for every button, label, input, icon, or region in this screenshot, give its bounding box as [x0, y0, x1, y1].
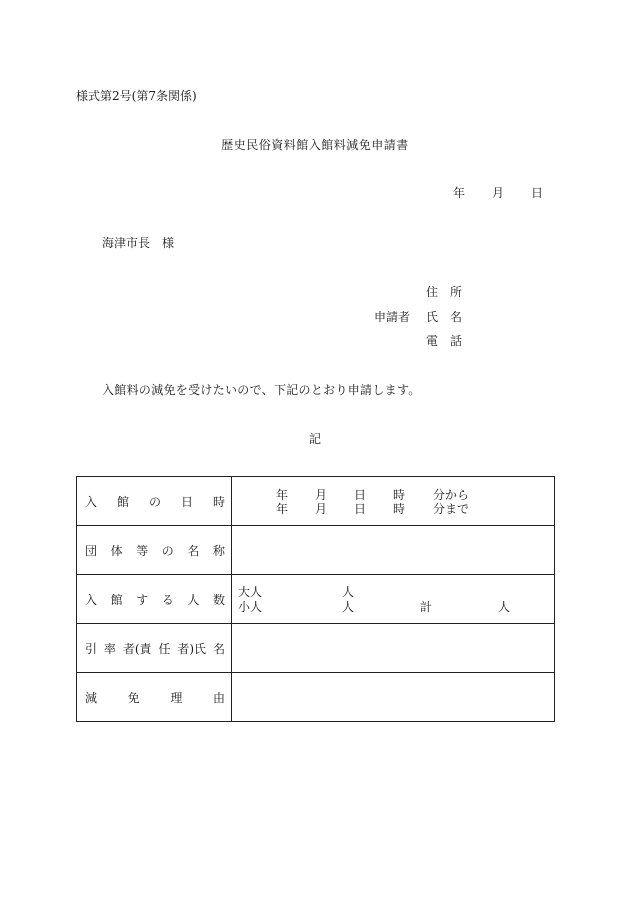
label-char: 理 — [170, 690, 183, 705]
child-label: 小人 — [238, 600, 263, 614]
row-visitor-count — [77, 575, 555, 624]
visit-datetime-field[interactable] — [232, 477, 555, 526]
ki-heading: 記 — [308, 432, 321, 446]
label-char: 日 — [180, 494, 193, 509]
label-char: 称 — [212, 543, 225, 558]
from-year: 年 — [276, 488, 289, 502]
visit-datetime-label — [77, 477, 232, 526]
label-char: 団 — [85, 543, 98, 558]
to-day: 日 — [354, 502, 367, 516]
total-unit: 人 — [498, 600, 511, 614]
label-char: 由 — [212, 690, 225, 705]
label-char: 免 — [127, 690, 140, 705]
visitor-count-field[interactable] — [232, 575, 555, 624]
exemption-reason-field[interactable] — [232, 673, 555, 722]
label-char: 率 — [103, 641, 116, 656]
label-char: 名 — [212, 641, 225, 656]
total-label: 計 — [420, 600, 433, 614]
applicant-address-label: 住 所 — [426, 285, 463, 299]
to-year: 年 — [276, 502, 289, 516]
row-group-name — [77, 526, 555, 575]
to-minute: 分まで — [433, 502, 470, 516]
label-char: 入 — [85, 592, 98, 607]
from-hour: 時 — [393, 488, 406, 502]
leader-name-field[interactable] — [232, 624, 555, 673]
row-leader-name — [77, 624, 555, 673]
child-unit: 人 — [342, 600, 355, 614]
form-number: 様式第2号(第7条関係) — [76, 89, 197, 103]
visitor-count-label — [77, 575, 232, 624]
date-month-label: 月 — [492, 186, 505, 200]
label-char: 者(責 — [122, 641, 152, 656]
group-name-field[interactable] — [232, 526, 555, 575]
label-char: の — [161, 543, 174, 558]
label-char: 入 — [85, 494, 98, 509]
adult-unit: 人 — [342, 585, 355, 599]
addressee: 海津市長 様 — [102, 236, 175, 250]
label-char: 減 — [85, 690, 98, 705]
applicant-name-label: 氏 名 — [426, 310, 463, 324]
from-day: 日 — [354, 488, 367, 502]
label-char: 名 — [187, 543, 200, 558]
label-char: 等 — [136, 543, 149, 558]
label-char: 館 — [116, 494, 129, 509]
row-exemption-reason — [77, 673, 555, 722]
label-char: 者)氏 — [177, 641, 207, 656]
row-visit-datetime — [77, 477, 555, 526]
label-char: 館 — [110, 592, 123, 607]
leader-name-label — [77, 624, 232, 673]
from-month: 月 — [315, 488, 328, 502]
document-title: 歴史民俗資料館入館料減免申請書 — [221, 138, 409, 152]
group-name-label — [77, 526, 232, 575]
applicant-role-label: 申請者 — [374, 310, 411, 324]
label-char: の — [148, 494, 161, 509]
label-char: 時 — [212, 494, 225, 509]
adult-label: 大人 — [238, 585, 263, 599]
label-char: 体 — [110, 543, 123, 558]
date-day-label: 日 — [531, 186, 544, 200]
request-statement: 入館料の減免を受けたいので、下記のとおり申請します。 — [102, 383, 421, 397]
label-char: 引 — [85, 641, 98, 656]
application-table — [76, 476, 555, 722]
from-minute: 分から — [433, 488, 470, 502]
label-char: 数 — [212, 592, 225, 607]
label-char: 任 — [158, 641, 171, 656]
label-char: る — [161, 592, 174, 607]
applicant-phone-label: 電 話 — [426, 334, 463, 348]
label-char: す — [136, 592, 149, 607]
exemption-reason-label — [77, 673, 232, 722]
label-char: 人 — [187, 592, 200, 607]
to-month: 月 — [315, 502, 328, 516]
to-hour: 時 — [393, 502, 406, 516]
date-year-label: 年 — [453, 186, 466, 200]
